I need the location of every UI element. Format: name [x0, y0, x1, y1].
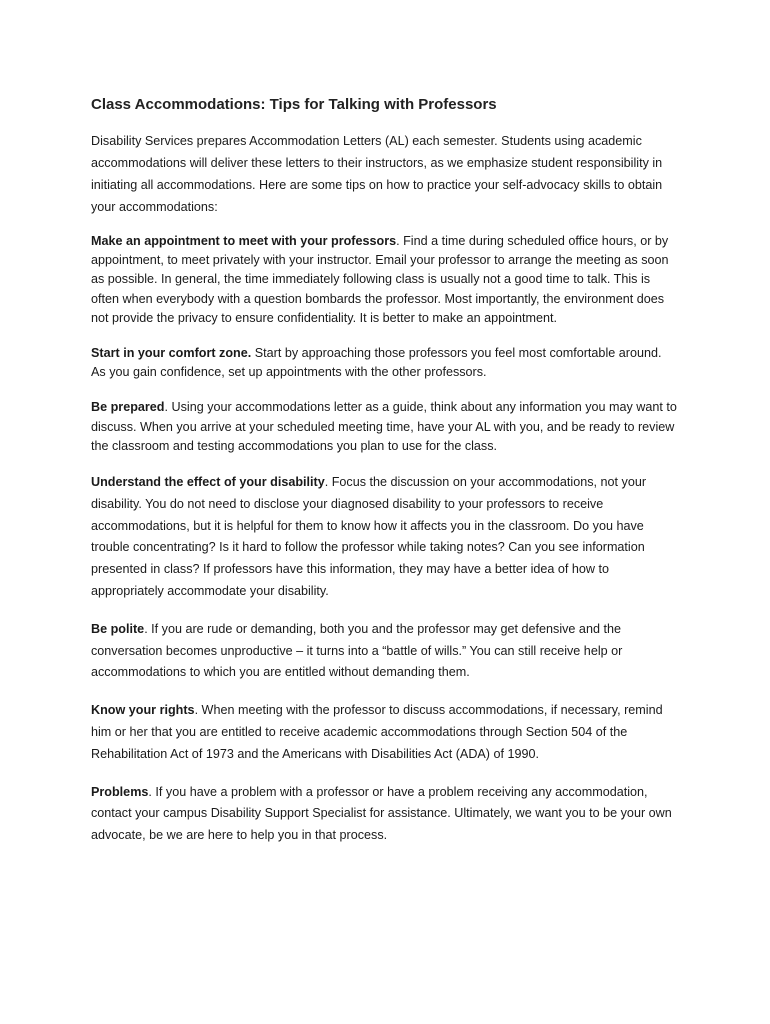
section-heading: Be polite — [91, 621, 145, 636]
page-title: Class Accommodations: Tips for Talking with Professors — [91, 96, 497, 113]
section-body: . If you are rude or demanding, both you and the professor may get defensive and the conversation becomes unproductive – it turns into a “battle of wills.” You can still receive help or accommodations to which you are entitled without demanding them. — [91, 621, 623, 680]
section-understand-disability — [91, 472, 678, 603]
section-heading: Make an appointment to meet with your professors — [91, 234, 397, 248]
section-body: Start by approaching those professors you feel most comfortable around. As you gain confidence, set up appointments with the other professors. — [91, 346, 662, 380]
section-body: . Using your accommodations letter as a guide, think about any information you may want to discuss. When you arrive at your scheduled meeting time, have your AL with you, and be ready to review the classroom and testing accommodations you plan to use for the class. — [91, 400, 677, 453]
section-heading: Be prepared — [91, 400, 165, 415]
section-be-polite — [91, 619, 678, 684]
section-heading: Start in your comfort zone. — [91, 346, 252, 361]
section-know-rights — [91, 700, 678, 765]
section-body: . When meeting with the professor to discuss accommodations, if necessary, remind him or her that you are entitled to receive academic accommodations through Section 504 of the Rehabilitation Act of 1973 and the Americans with Disabilities Act (ADA) of 1990. — [91, 703, 663, 761]
section-body: . If you have a problem with a professor or have a problem receiving any accommodation, contact your campus Disability Support Specialist for assistance. Ultimately, we want you to be your own advocate, be we are here to help you in that process. — [91, 784, 672, 843]
section-body: . Find a time during scheduled office hours, or by appointment, to meet privately with your instructor. Email your professor to arrange the meeting as soon as possible. In general, the time immediately following class is usually not a good time to talk. This is often when everybody with a question bombards the professor. Most importantly, the environment does not provide the privacy to ensure confidentiality. It is better to make an appointment. — [91, 234, 669, 325]
section-body: . Focus the discussion on your accommodations, not your disability. You do not need to disclose your diagnosed disability to your professors to receive accommodations, but it is helpful for them to know how it affects you in the classroom. Do you have trouble concentrating? Is it hard to follow the professor while taking notes? Can you see information presented in class? If professors have this information, they may have a better idea of how to appropriately accommodate your disability. — [91, 475, 647, 599]
section-make-appointment — [91, 232, 678, 328]
section-be-prepared — [91, 398, 678, 456]
section-heading: Understand the effect of your disability — [91, 475, 325, 490]
intro-paragraph: Disability Services prepares Accommodation Letters (AL) each semester. Students using academic accommodations will deliver these letters to their instructors, as we emphasize student responsibility in initiating all accommodations. Here are some tips on how to practice your self-advocacy skills to obtain your accommodations: — [91, 134, 663, 214]
section-heading: Know your rights — [91, 703, 195, 718]
section-heading: Problems — [91, 784, 149, 799]
section-problems — [91, 782, 678, 847]
section-comfort-zone — [91, 344, 678, 382]
